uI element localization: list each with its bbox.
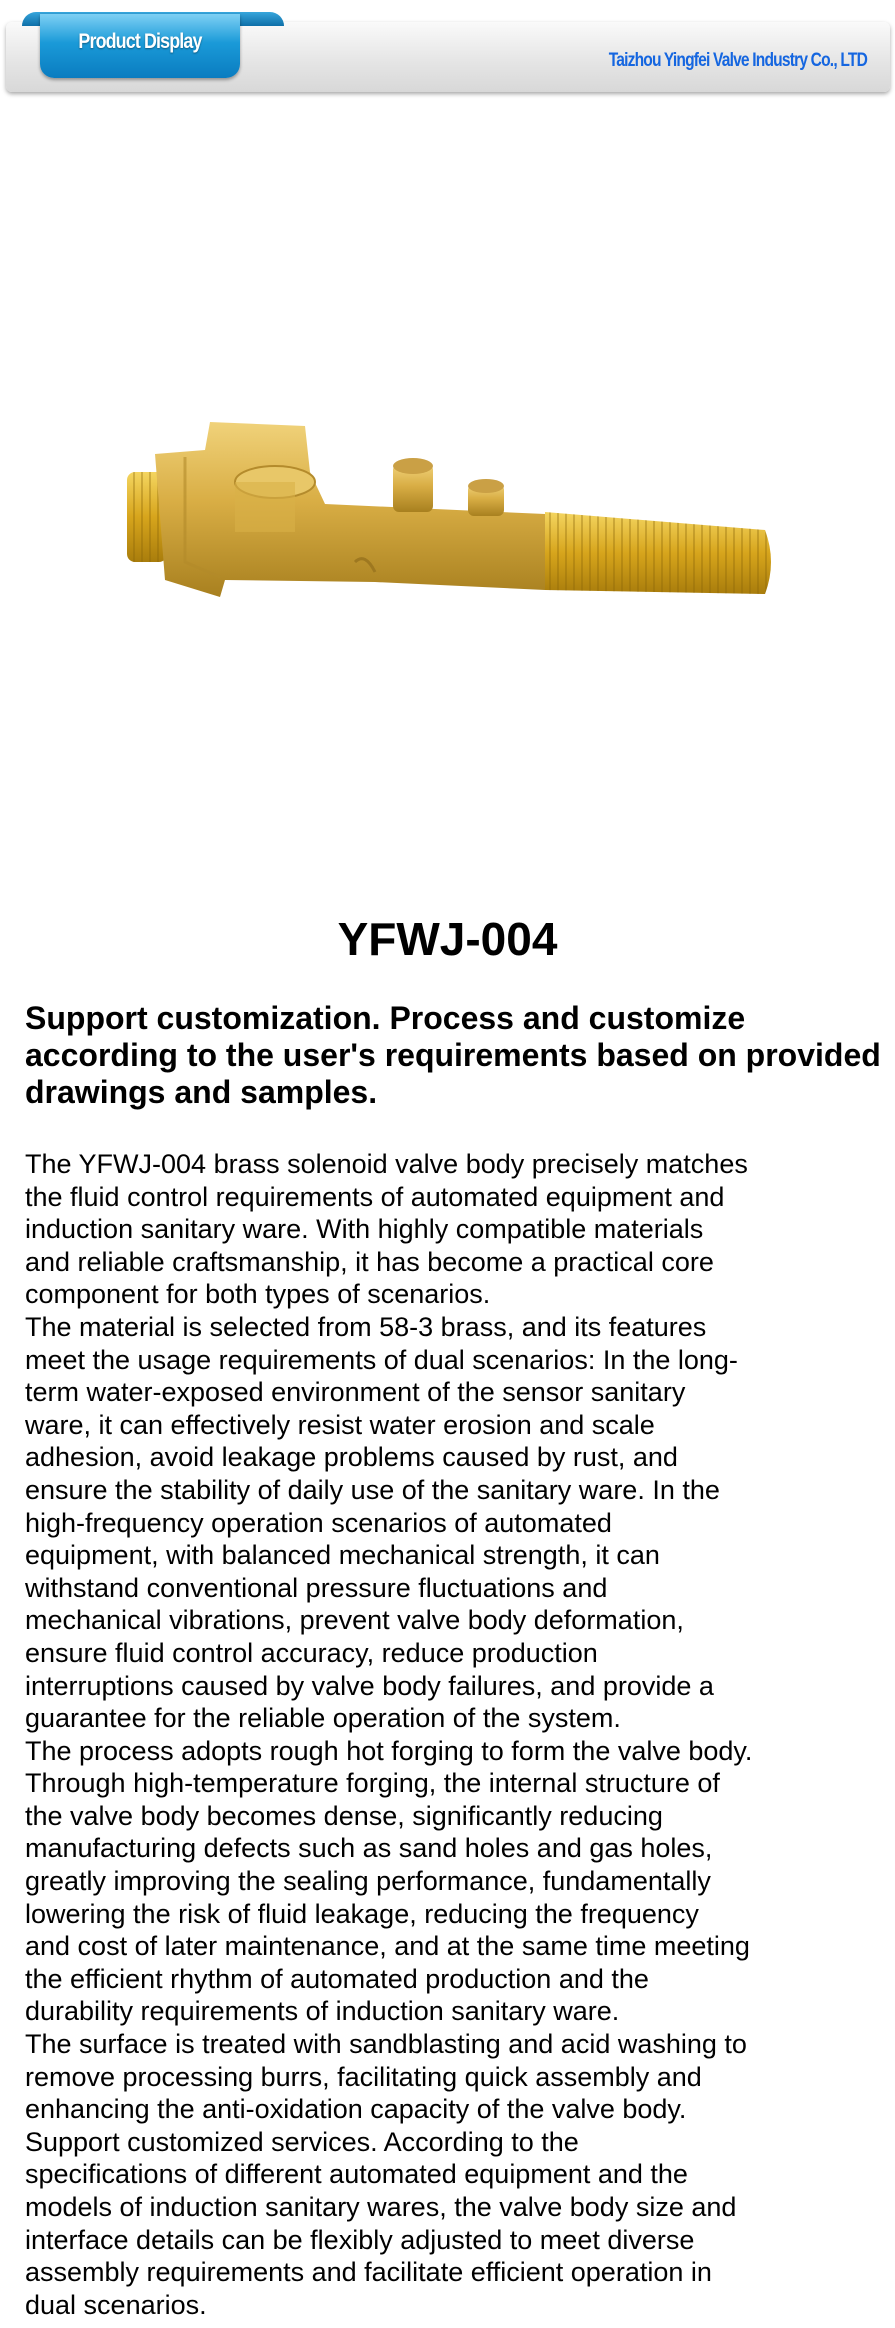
description-line: Through high-temperature forging, the internal structure of — [25, 1768, 720, 1799]
description-line: the fluid control requirements of automated equipment and — [25, 1181, 725, 1212]
description-line: The YFWJ-004 brass solenoid valve body precisely matches — [25, 1149, 748, 1179]
section-label: Product Display — [78, 30, 202, 53]
description-line: The surface is treated with sandblasting and acid washing to — [25, 2029, 747, 2060]
description-line: The material is selected from 58-3 brass, and its features — [25, 1311, 707, 1342]
customization-heading: Support customization. Process and customize according to the user's requirements based on provided drawings and samples. — [25, 1000, 881, 1110]
description-line: and cost of later maintenance, and at the same time meeting — [25, 1931, 750, 1962]
description-line: remove processing burrs, facilitating quick assembly and — [25, 2061, 702, 2092]
description-line: interruptions caused by valve body failures, and provide a — [25, 1670, 714, 1701]
description-line: manufacturing defects such as sand holes and gas holes, — [25, 1833, 713, 1864]
description-line: greatly improving the sealing performance, fundamentally — [25, 1866, 711, 1897]
description-line: assembly requirements and facilitate efficient operation in — [25, 2257, 712, 2288]
description-line: equipment, with balanced mechanical strength, it can — [25, 1540, 660, 1571]
company-name: Taizhou Yingfei Valve Industry Co., LTD — [608, 50, 867, 71]
description-line: enhancing the anti-oxidation capacity of the valve body. — [25, 2094, 687, 2125]
description-line: the efficient rhythm of automated production and the — [25, 1963, 649, 1994]
description-line: dual scenarios. — [25, 2289, 207, 2320]
product-model: YFWJ-004 — [337, 913, 558, 965]
description-line: durability requirements of induction sanitary ware. — [25, 1996, 620, 2027]
description-line: meet the usage requirements of dual scenarios: In the long- — [25, 1344, 738, 1375]
description-line: component for both types of scenarios. — [25, 1279, 491, 1310]
description-line: term water-exposed environment of the sensor sanitary — [25, 1377, 686, 1408]
product-image — [125, 412, 780, 604]
description-line: the valve body becomes dense, significantly reducing — [25, 1800, 663, 1831]
description-line: The process adopts rough hot forging to form the valve body. — [25, 1735, 753, 1766]
description-line: lowering the risk of fluid leakage, reducing the frequency — [25, 1898, 699, 1929]
description-line: and reliable craftsmanship, it has become a practical core — [25, 1246, 714, 1277]
description-line: withstand conventional pressure fluctuations and — [25, 1572, 608, 1603]
description-line: ensure the stability of daily use of the sanitary ware. In the — [25, 1474, 720, 1505]
description-line: high-frequency operation scenarios of automated — [25, 1507, 612, 1538]
description-line: ware, it can effectively resist water erosion and scale — [25, 1409, 655, 1440]
description-line: ensure fluid control accuracy, reduce production — [25, 1637, 598, 1668]
description-line: induction sanitary ware. With highly compatible materials — [25, 1214, 704, 1245]
description-line: models of induction sanitary wares, the valve body size and — [25, 2192, 737, 2222]
product-description — [25, 1148, 895, 2321]
description-line: Support customized services. According to the — [25, 2126, 579, 2157]
description-line: interface details can be flexibly adjusted to meet diverse — [25, 2224, 695, 2255]
description-line: adhesion, avoid leakage problems caused by rust, and — [25, 1442, 678, 1473]
description-line: specifications of different automated equipment and the — [25, 2159, 688, 2190]
description-line: mechanical vibrations, prevent valve body deformation, — [25, 1605, 684, 1636]
description-line: guarantee for the reliable operation of the system. — [25, 1703, 621, 1734]
